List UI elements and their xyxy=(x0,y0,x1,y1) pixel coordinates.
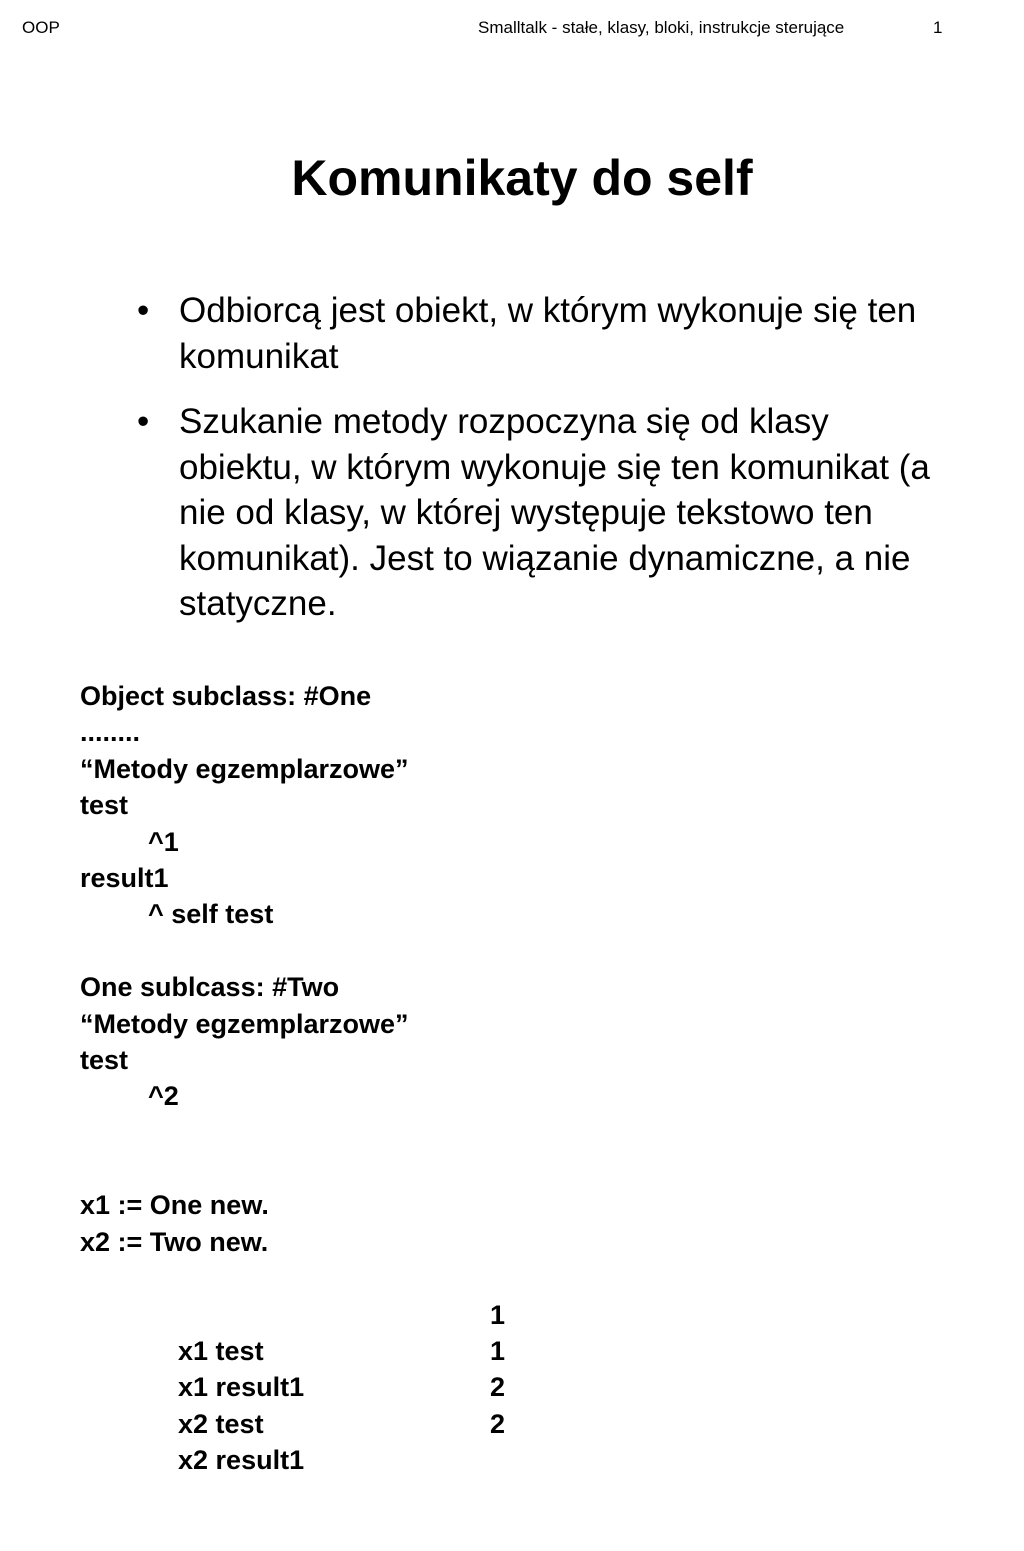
code-line-assignment: x2 := Two new. xyxy=(80,1226,269,1257)
result-row xyxy=(80,1406,506,1476)
result-value: 1 xyxy=(490,1299,506,1330)
code-line-method-test: test xyxy=(80,1044,129,1075)
result-row xyxy=(80,1369,506,1439)
header-course-label: OOP xyxy=(22,18,60,37)
header-page-number: 1 xyxy=(933,18,943,37)
bullet-item xyxy=(0,288,939,379)
code-line-method-test: test xyxy=(80,790,129,821)
header-lecture-title: Smalltalk - stałe, klasy, bloki, instrukcje sterujące xyxy=(478,18,845,37)
slide-title: Komunikaty do self xyxy=(291,150,753,206)
result-expression: x2 test xyxy=(178,1408,264,1439)
result-row xyxy=(80,1333,506,1403)
code-blank-line xyxy=(80,1260,409,1296)
bullet-list xyxy=(0,288,939,647)
result-row xyxy=(80,1297,506,1367)
code-blank-line xyxy=(80,933,409,969)
code-line-class-one-declaration: Object subclass: #One xyxy=(80,681,372,711)
code-line-ellipsis: ........ xyxy=(80,717,141,748)
code-line-method-result1-body: ^ self test xyxy=(148,899,274,930)
result-value: 2 xyxy=(490,1408,506,1439)
code-line-class-two-declaration: One sublcass: #Two xyxy=(80,972,340,1003)
code-line-method-test-body: ^2 xyxy=(148,1081,179,1112)
bullet-text: Szukanie metody rozpoczyna się od klasy obiektu, w którym wykonuje się ten komunikat (a nie od klasy, w której występuje tekstowo ten komunikat). Jest to wiązanie dynamiczne, a nie statyczne. xyxy=(179,402,930,623)
result-value: 2 xyxy=(490,1372,506,1403)
code-line-category-comment: “Metody egzemplarzowe” xyxy=(80,1008,409,1039)
code-line-assignment: x1 := One new. xyxy=(80,1190,269,1221)
bullet-marker: • xyxy=(137,402,150,441)
code-blank-line xyxy=(80,1115,409,1151)
bullet-text: Odbiorcą jest obiekt, w którym wykonuje się ten komunikat xyxy=(179,291,917,376)
code-line-category-comment: “Metody egzemplarzowe” xyxy=(80,753,409,784)
code-listing xyxy=(80,678,506,1476)
result-value: 1 xyxy=(490,1336,506,1367)
result-expression: x1 result1 xyxy=(178,1372,305,1403)
code-line-method-result1: result1 xyxy=(80,862,169,893)
result-expression: x1 test xyxy=(178,1336,264,1367)
code-blank-line xyxy=(80,1151,409,1187)
code-line-method-test-body: ^1 xyxy=(148,826,179,857)
result-expression: x2 result1 xyxy=(178,1445,305,1476)
bullet-item xyxy=(0,399,939,627)
bullet-marker: • xyxy=(137,291,150,330)
